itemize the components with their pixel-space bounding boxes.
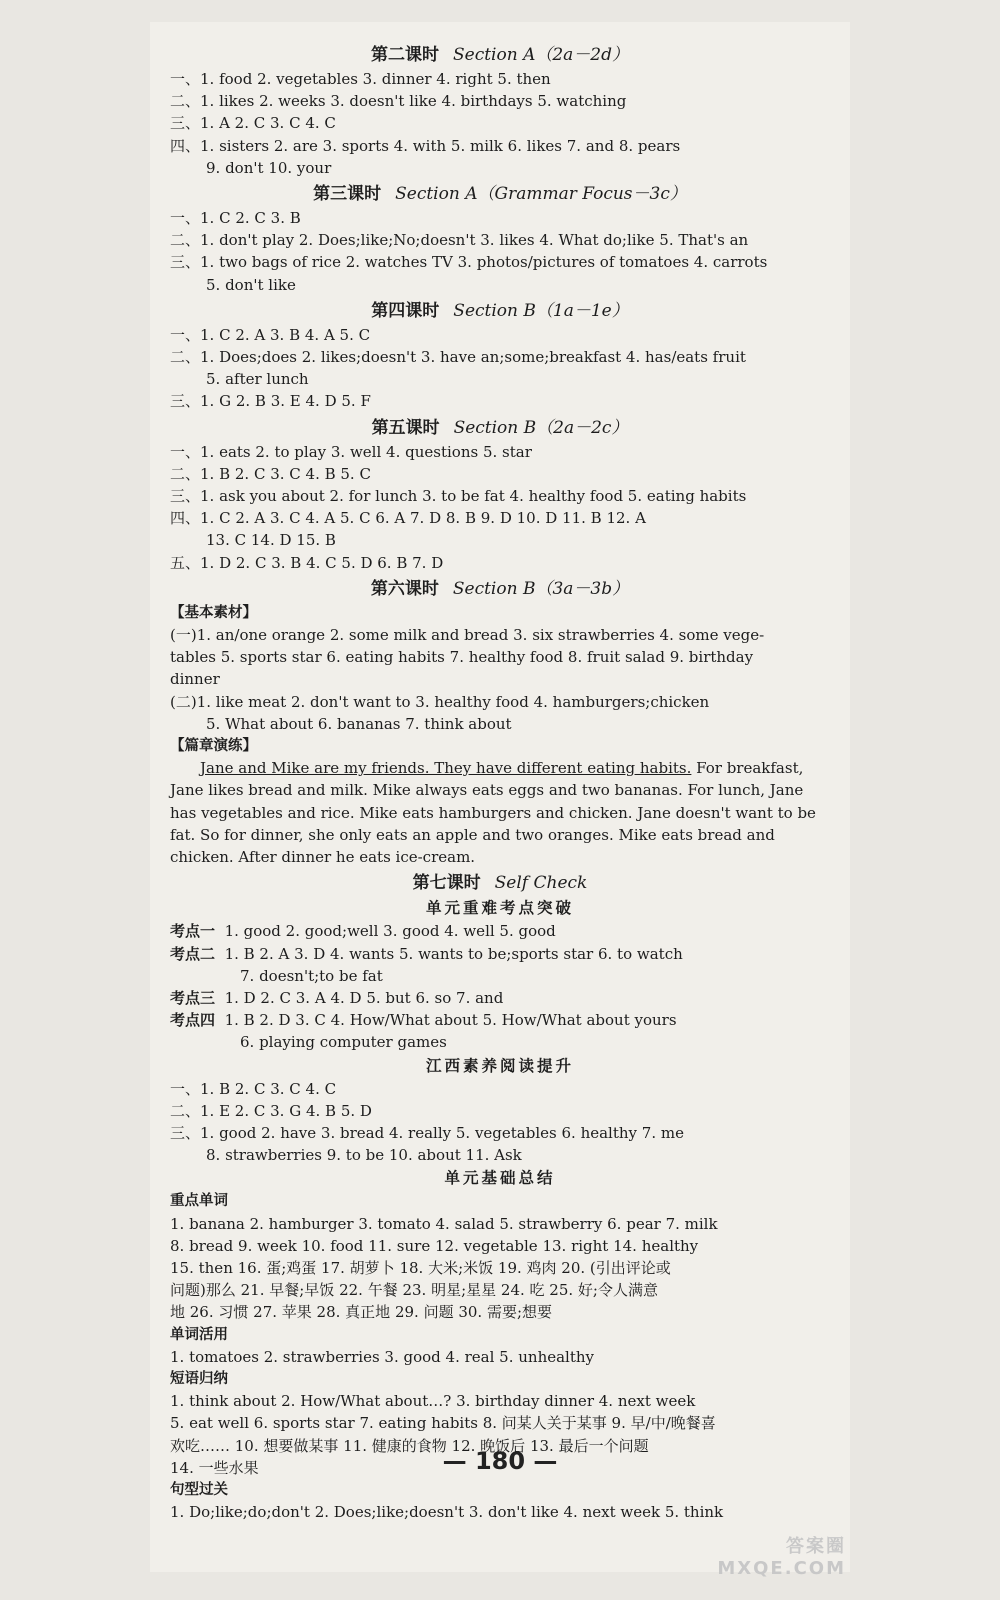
answer-line: 1. banana 2. hamburger 3. tomato 4. salad 5. strawberry 6. pear 7. milk <box>170 1214 718 1233</box>
lesson-title: 第七课时 <box>412 873 481 894</box>
summary-label: 单词活用 <box>170 1325 228 1343</box>
answer-line: 三、1. ask you about 2. for lunch 3. to be fat 4. healthy food 5. eating habits <box>170 487 747 506</box>
answer-line: 一、1. B 2. C 3. C 4. C <box>170 1079 337 1098</box>
answer-line: 地 26. 习惯 27. 苹果 28. 真正地 29. 问题 30. 需要;想要 <box>170 1303 553 1322</box>
essay-topic-sentence: Jane and Mike are my friends. They have different eating habits. <box>200 759 692 778</box>
answer-line: 三、1. good 2. have 3. bread 4. really 5. vegetables 6. healthy 7. me <box>170 1123 684 1142</box>
kaodian-answers: 1. D 2. C 3. A 4. D 5. but 6. so 7. and <box>224 988 504 1007</box>
answer-line: 14. 一些水果 <box>170 1458 259 1477</box>
answer-line: tables 5. sports star 6. eating habits 7. healthy food 8. fruit salad 9. birthday <box>170 648 754 667</box>
answer-line: 五、1. D 2. C 3. B 4. C 5. D 6. B 7. D <box>170 553 444 572</box>
essay-paragraph <box>170 757 830 868</box>
section-heading <box>170 298 830 324</box>
part-title: 单元基础总结 <box>444 1168 556 1188</box>
answer-line: 1. Do;like;do;don't 2. Does;like;doesn't 3. don't like 4. next week 5. think <box>170 1503 724 1522</box>
lesson-subtitle: Section B（1a－1e） <box>453 300 629 321</box>
material-label: 【基本素材】 <box>170 603 257 621</box>
section-heading <box>170 576 830 602</box>
kaodian-label: 考点二 <box>170 944 216 963</box>
answer-line: 15. then 16. 蛋;鸡蛋 17. 胡萝卜 18. 大米;米饭 19. 鸡肉 20. (引出评论或 <box>170 1258 671 1277</box>
kaodian-line <box>170 1009 830 1031</box>
lesson-title: 第六课时 <box>370 578 439 599</box>
answer-line: 二、1. E 2. C 3. G 4. B 5. D <box>170 1101 372 1120</box>
lesson-subtitle: Section B（2a－2c） <box>453 417 629 438</box>
page-number-value: 180 <box>474 1447 526 1475</box>
kaodian-label: 考点三 <box>170 988 216 1007</box>
section-heading <box>170 42 830 68</box>
answer-line: 三、1. two bags of rice 2. watches TV 3. photos/pictures of tomatoes 4. carrots <box>170 253 768 272</box>
kaodian-line <box>170 943 830 965</box>
answer-line: 9. don't 10. your <box>206 158 332 177</box>
answer-line: 1. tomatoes 2. strawberries 3. good 4. real 5. unhealthy <box>170 1347 595 1366</box>
summary-label: 重点单词 <box>170 1192 228 1210</box>
watermark-logo <box>696 1532 846 1579</box>
summary-label: 短语归纳 <box>170 1369 228 1387</box>
answer-line: 三、1. G 2. B 3. E 4. D 5. F <box>170 392 371 411</box>
answer-line: 1. think about 2. How/What about…? 3. birthday dinner 4. next week <box>170 1392 696 1411</box>
answer-page <box>150 22 850 1579</box>
answer-line: 一、1. food 2. vegetables 3. dinner 4. right 5. then <box>170 70 551 88</box>
section-heading <box>170 870 830 896</box>
kaodian-line <box>170 920 830 942</box>
answer-line: 二、1. Does;does 2. likes;doesn't 3. have an;some;breakfast 4. has/eats fruit <box>170 348 746 367</box>
part-title: 单元重难考点突破 <box>425 898 574 918</box>
watermark-text: 答案圈 MXQE.COM <box>717 1536 846 1579</box>
lesson-title: 第四课时 <box>371 300 440 321</box>
kaodian-label: 考点四 <box>170 1011 216 1030</box>
answer-line: (一)1. an/one orange 2. some milk and bread 3. six strawberries 4. some vege- <box>170 626 765 645</box>
answer-line: 二、1. likes 2. weeks 3. doesn't like 4. birthdays 5. watching <box>170 92 627 111</box>
answer-line: 8. bread 9. week 10. food 11. sure 12. vegetable 13. right 14. healthy <box>170 1236 699 1255</box>
answer-line: 5. don't like <box>206 275 296 294</box>
lesson-title: 第五课时 <box>371 417 440 438</box>
summary-label: 句型过关 <box>170 1480 228 1498</box>
kaodian-label: 考点一 <box>170 922 216 941</box>
page-content <box>170 40 830 1523</box>
answer-line: 二、1. don't play 2. Does;like;No;doesn't 3. likes 4. What do;like 5. That's an <box>170 231 749 250</box>
kaodian-answers: 1. good 2. good;well 3. good 4. well 5. good <box>224 922 556 941</box>
answer-line: 三、1. A 2. C 3. C 4. C <box>170 114 336 133</box>
answer-line: 问题)那么 21. 早餐;早饭 22. 午餐 23. 明星;星星 24. 吃 25. 好;令人满意 <box>170 1281 658 1300</box>
essay-label: 【篇章演练】 <box>170 737 257 755</box>
answer-line: 四、1. sisters 2. are 3. sports 4. with 5. milk 6. likes 7. and 8. pears <box>170 136 681 155</box>
answer-line: 5. after lunch <box>206 370 309 389</box>
answer-line: dinner <box>170 670 220 689</box>
lesson-title: 第三课时 <box>313 184 382 205</box>
answer-line: 8. strawberries 9. to be 10. about 11. Ask <box>206 1146 522 1165</box>
essay-body: For breakfast, Jane likes bread and milk. Mike always eats eggs and two bananas. For lunch, Jane has vegetables and rice. Mike eats hamburgers and chicken. Jane doesn't want to be fat. So for dinner, she only eats an apple and two oranges. Mike eats bread and chicken. After dinner he eats ice-cream. <box>170 759 816 867</box>
answer-line: 四、1. C 2. A 3. C 4. A 5. C 6. A 7. D 8. B 9. D 10. D 11. B 12. A <box>170 509 646 528</box>
answer-line: 5. eat well 6. sports star 7. eating habits 8. 问某人关于某事 9. 早/中/晚餐喜 <box>170 1414 716 1433</box>
lesson-subtitle: Section B（3a－3b） <box>452 578 630 599</box>
lesson-subtitle: Section A（2a－2d） <box>452 45 629 65</box>
lesson-subtitle: Section A（Grammar Focus－3c） <box>395 184 687 205</box>
answer-line: 二、1. B 2. C 3. C 4. B 5. C <box>170 464 371 483</box>
answer-line: 一、1. C 2. C 3. B <box>170 209 301 228</box>
answer-line: 一、1. C 2. A 3. B 4. A 5. C <box>170 325 371 344</box>
answer-line: 5. What about 6. bananas 7. think about <box>206 714 512 733</box>
answer-line: 6. playing computer games <box>240 1033 447 1052</box>
answer-line: 7. doesn't;to be fat <box>240 966 383 985</box>
kaodian-answers: 1. B 2. D 3. C 4. How/What about 5. How/What about yours <box>224 1011 677 1030</box>
part-title: 江西素养阅读提升 <box>425 1055 574 1075</box>
answer-line: (二)1. like meat 2. don't want to 3. healthy food 4. hamburgers;chicken <box>170 692 710 711</box>
kaodian-line <box>170 987 830 1009</box>
section-heading <box>170 181 830 207</box>
section-heading <box>170 415 830 441</box>
answer-line: 一、1. eats 2. to play 3. well 4. questions 5. star <box>170 442 532 461</box>
kaodian-answers: 1. B 2. A 3. D 4. wants 5. wants to be;sports star 6. to watch <box>224 944 683 963</box>
lesson-title: 第二课时 <box>370 45 439 65</box>
page-number: — 180 — <box>442 1447 558 1475</box>
lesson-subtitle: Self Check <box>494 873 588 894</box>
answer-line: 欢吃…… 10. 想要做某事 11. 健康的食物 12. 晚饭后 13. 最后一个问题 <box>170 1436 649 1455</box>
answer-line: 13. C 14. D 15. B <box>206 531 336 550</box>
